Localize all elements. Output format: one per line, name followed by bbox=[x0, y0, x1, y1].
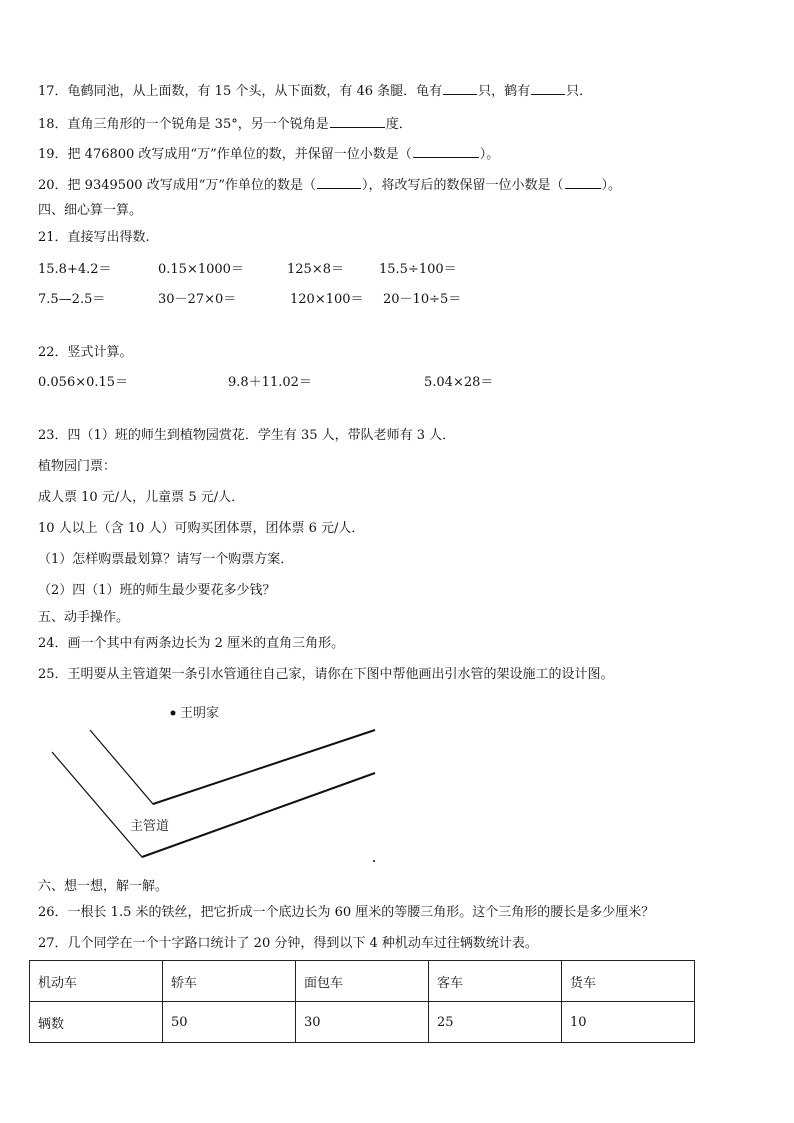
table-cell: 25 bbox=[429, 1002, 562, 1043]
question-26: 26．一根长 1.5 米的铁丝，把它折成一个底边长为 60 厘米的等腰三角形。这个三角形的腰长是多少厘米？ bbox=[38, 905, 655, 920]
q20-text-b: ），将改写后的数保留一位小数是（ bbox=[362, 178, 564, 193]
q19-text-b: ）。 bbox=[479, 147, 500, 162]
q21-item: 15.5÷100＝ bbox=[379, 262, 457, 277]
section-6-heading: 六、想一想，解一解。 bbox=[38, 879, 169, 894]
pipe-lower-line-thick bbox=[142, 773, 375, 857]
table-cell: 客车 bbox=[429, 961, 562, 1002]
pipe-diagram bbox=[40, 700, 385, 870]
pipe-figure bbox=[40, 700, 385, 870]
q17-text-a: 17．龟鹤同池，从上面数，有 15 个头，从下面数，有 46 条腿．龟有 bbox=[38, 84, 443, 99]
question-17 bbox=[38, 83, 592, 100]
q23-sub1: （1）怎样购票最划算？请写一个购票方案． bbox=[38, 552, 294, 567]
q18-text-a: 18．直角三角形的一个锐角是 35°，另一个锐角是 bbox=[38, 117, 329, 132]
table-cell: 30 bbox=[296, 1002, 429, 1043]
q17-blank-turtle[interactable] bbox=[443, 83, 477, 95]
q23-price: 成人票 10 元/人，儿童票 5 元/人． bbox=[38, 490, 245, 505]
q22-item: 5.04×28＝ bbox=[424, 375, 494, 390]
table-row bbox=[30, 1002, 695, 1043]
question-22: 22．竖式计算。 bbox=[38, 345, 133, 360]
q21-item: 7.5—2.5＝ bbox=[38, 292, 106, 307]
question-23: 23．四（1）班的师生到植物园赏花．学生有 35 人，带队老师有 3 人． bbox=[38, 428, 456, 443]
q21-item: 15.8+4.2＝ bbox=[38, 262, 112, 277]
q23-group: 10 人以上（含 10 人）可购买团体票，团体票 6 元/人． bbox=[38, 521, 365, 536]
q18-blank[interactable] bbox=[330, 116, 385, 128]
q19-blank[interactable] bbox=[413, 146, 479, 158]
table-cell: 50 bbox=[163, 1002, 296, 1043]
table-header-row bbox=[30, 961, 695, 1002]
table-cell: 10 bbox=[562, 1002, 695, 1043]
question-25: 25．王明要从主管道架一条引水管通往自己家，请你在下图中帮他画出引水管的架设施工的设计图。 bbox=[38, 667, 614, 682]
pipe-upper-line-thick bbox=[153, 730, 375, 804]
q23-sub2: （2）四（1）班的师生最少要花多少钱？ bbox=[38, 583, 276, 598]
home-dot bbox=[171, 711, 176, 716]
q21-item: 0.15×1000＝ bbox=[158, 262, 244, 277]
section-4-heading: 四、细心算一算。 bbox=[38, 203, 143, 218]
q21-item: 20－10÷5＝ bbox=[383, 292, 462, 307]
table-cell: 货车 bbox=[562, 961, 695, 1002]
q23-gate: 植物园门票： bbox=[38, 459, 117, 474]
q17-text-c: 只． bbox=[566, 84, 593, 99]
pipe-label: 主管道 bbox=[130, 819, 170, 834]
question-19 bbox=[38, 146, 499, 163]
question-27: 27．几个同学在一个十字路口统计了 20 分钟，得到以下 4 种机动车过往辆数统计表。 bbox=[38, 936, 538, 951]
table-cell: 机动车 bbox=[30, 961, 163, 1002]
q20-blank-2[interactable] bbox=[565, 177, 601, 189]
section-5-heading: 五、动手操作。 bbox=[38, 610, 130, 625]
table-cell: 轿车 bbox=[163, 961, 296, 1002]
q18-text-b: 度． bbox=[385, 117, 412, 132]
q20-blank-1[interactable] bbox=[317, 177, 361, 189]
q21-item: 30－27×0＝ bbox=[158, 292, 237, 307]
question-18 bbox=[38, 116, 412, 133]
table-cell: 面包车 bbox=[296, 961, 429, 1002]
table-cell: 辆数 bbox=[30, 1002, 163, 1043]
q21-item: 120×100＝ bbox=[290, 292, 364, 307]
q21-item: 125×8＝ bbox=[287, 262, 344, 277]
q19-text-a: 19．把 476800 改写成用“万”作单位的数，并保留一位小数是（ bbox=[38, 147, 412, 162]
stray-dot bbox=[373, 860, 375, 862]
q22-item: 0.056×0.15＝ bbox=[38, 375, 129, 390]
question-21: 21．直接写出得数. bbox=[38, 230, 150, 245]
question-24: 24．画一个其中有两条边长为 2 厘米的直角三角形。 bbox=[38, 636, 345, 651]
q20-text-c: ）。 bbox=[601, 178, 622, 193]
q17-blank-crane[interactable] bbox=[531, 83, 565, 95]
pipe-upper-line bbox=[90, 730, 375, 804]
vehicle-stats-table bbox=[29, 960, 695, 1043]
q22-item: 9.8＋11.02＝ bbox=[228, 375, 312, 390]
question-20 bbox=[38, 177, 621, 194]
pipe-lower-line bbox=[52, 752, 375, 857]
home-label: 王明家 bbox=[180, 706, 220, 721]
q17-text-b: 只，鹤有 bbox=[478, 84, 531, 99]
q20-text-a: 20．把 9349500 改写成用“万”作单位的数是（ bbox=[38, 178, 316, 193]
